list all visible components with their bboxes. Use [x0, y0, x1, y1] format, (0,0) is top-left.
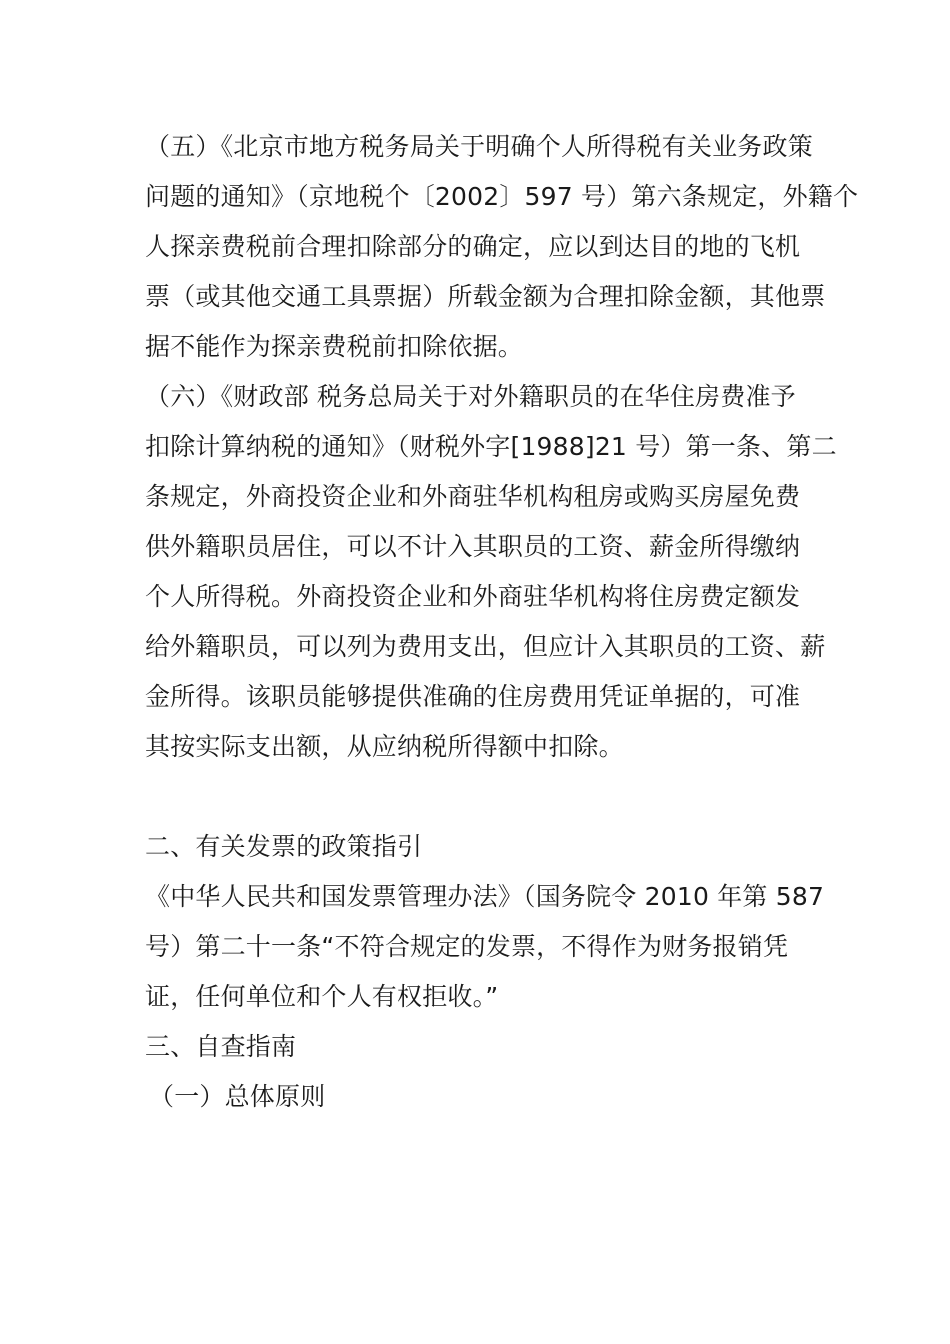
- paragraph-line: 号）第二十一条“不符合规定的发票，不得作为财务报销凭: [145, 932, 789, 961]
- paragraph-line: 问题的通知》（京地税个〔2002〕597 号）第六条规定，外籍个: [145, 182, 859, 211]
- paragraph-line: 供外籍职员居住，可以不计入其职员的工资、薪金所得缴纳: [145, 532, 801, 561]
- paragraph-line: 个人所得税。外商投资企业和外商驻华机构将住房费定额发: [145, 582, 801, 611]
- section-six-paragraph: [145, 372, 837, 772]
- paragraph-line: 人探亲费税前合理扣除部分的确定，应以到达目的地的飞机: [145, 232, 801, 261]
- paragraph-line: 扣除计算纳税的通知》（财税外字[1988]21 号）第一条、第二: [145, 432, 837, 461]
- paragraph-line: （六）《财政部 税务总局关于对外籍职员的在华住房费准予: [145, 382, 796, 411]
- invoice-policy-paragraph: [145, 872, 825, 1022]
- section-heading-three: 三、自查指南: [145, 1032, 297, 1061]
- document-page: [145, 122, 859, 1122]
- paragraph-line: 据不能作为探亲费税前扣除依据。: [145, 332, 524, 361]
- section-five-paragraph: [145, 122, 859, 372]
- paragraph-line: 其按实际支出额，从应纳税所得额中扣除。: [145, 732, 624, 761]
- paragraph-line: 条规定，外商投资企业和外商驻华机构租房或购买房屋免费: [145, 482, 801, 511]
- paragraph-line: （五）《北京市地方税务局关于明确个人所得税有关业务政策: [145, 132, 813, 161]
- blank-line: [145, 772, 810, 822]
- section-heading-two: 二、有关发票的政策指引: [145, 832, 423, 861]
- paragraph-line: 给外籍职员，可以列为费用支出，但应计入其职员的工资、薪: [145, 632, 826, 661]
- paragraph-line: 证，任何单位和个人有权拒收。”: [145, 982, 499, 1011]
- subheading-one: （一）总体原则: [149, 1082, 326, 1111]
- paragraph-line: 《中华人民共和国发票管理办法》（国务院令 2010 年第 587: [145, 882, 825, 911]
- paragraph-line: 金所得。该职员能够提供准确的住房费用凭证单据的，可准: [145, 682, 801, 711]
- paragraph-line: 票（或其他交通工具票据）所载金额为合理扣除金额，其他票: [145, 282, 826, 311]
